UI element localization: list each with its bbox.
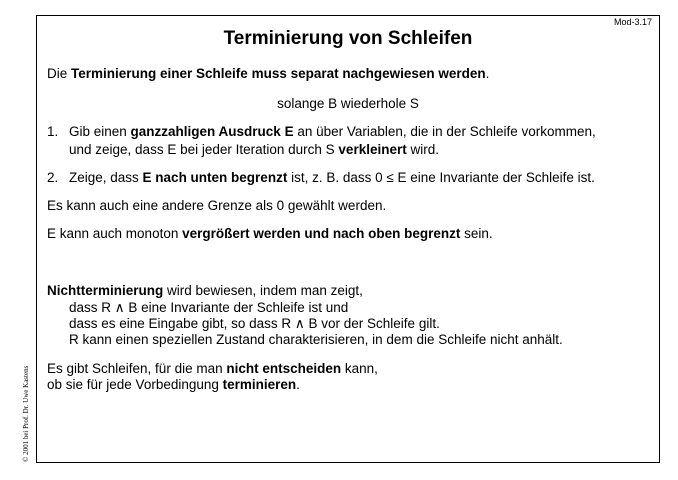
- intro-post: .: [485, 66, 490, 81]
- undecidable-line1: [47, 361, 378, 376]
- intro-line: [47, 66, 489, 81]
- item2-pre: Zeige, dass: [69, 170, 143, 185]
- undecidable-l2-post: .: [296, 377, 300, 392]
- item1-l2-post: wird.: [406, 142, 439, 157]
- other-bound-line: Es kann auch eine andere Grenze als 0 gewählt werden.: [47, 198, 387, 213]
- item2-bold: E nach unten begrenzt: [142, 170, 288, 185]
- nonterm-line1: [47, 283, 363, 298]
- slide-code: Mod-3.17: [613, 17, 652, 27]
- copyright-note: © 2001 bei Prof. Dr. Uwe Kastens: [22, 365, 30, 462]
- undecidable-l1-pre: Es gibt Schleifen, für die man: [47, 361, 227, 376]
- item1-line2: [69, 142, 439, 157]
- nonterm-line3: dass es eine Eingabe gibt, so dass R ∧ B vor der Schleife gilt.: [69, 316, 440, 331]
- monoton-post: sein.: [460, 226, 493, 241]
- undecidable-line2: [47, 377, 300, 392]
- nonterm-bold: Nichtterminierung: [47, 283, 164, 298]
- undecidable-l2-pre: ob sie für jede Vorbedingung: [47, 377, 223, 392]
- intro-bold: Terminierung einer Schleife muss separat nachgewiesen werden: [71, 66, 486, 81]
- item1-l1-pre: Gib einen: [69, 124, 131, 139]
- nonterm-line4: R kann einen speziellen Zustand charakterisieren, in dem die Schleife nicht anhält.: [69, 332, 563, 347]
- item2-post: ist, z. B. dass 0 ≤ E eine Invariante der Schleife ist.: [287, 170, 595, 185]
- monoton-bold: vergrößert werden und nach oben begrenzt: [182, 226, 461, 241]
- nonterm-line2: dass R ∧ B eine Invariante der Schleife ist und: [69, 300, 349, 315]
- item2-number: 2.: [47, 170, 59, 185]
- monoton-pre: E kann auch monoton: [47, 226, 183, 241]
- loop-form: solange B wiederhole S: [277, 96, 419, 111]
- item1-l2-pre: und zeige, dass E bei jeder Iteration durch S: [69, 142, 339, 157]
- item1-number: 1.: [47, 124, 59, 139]
- item1-l1-bold: ganzzahligen Ausdruck E: [130, 124, 294, 139]
- item1-l1-post: an über Variablen, die in der Schleife vorkommen,: [293, 124, 596, 139]
- undecidable-l2-bold: terminieren: [222, 377, 297, 392]
- item1-l2-bold: verkleinert: [338, 142, 407, 157]
- nonterm-post: wird bewiesen, indem man zeigt,: [163, 283, 363, 298]
- monoton-line: [47, 226, 493, 241]
- undecidable-l1-bold: nicht entscheiden: [226, 361, 342, 376]
- item1-line1: [69, 124, 596, 139]
- intro-pre: Die: [47, 66, 72, 81]
- undecidable-l1-post: kann,: [341, 361, 378, 376]
- item2-line: [69, 170, 595, 185]
- slide-title: Terminierung von Schleifen: [223, 28, 473, 49]
